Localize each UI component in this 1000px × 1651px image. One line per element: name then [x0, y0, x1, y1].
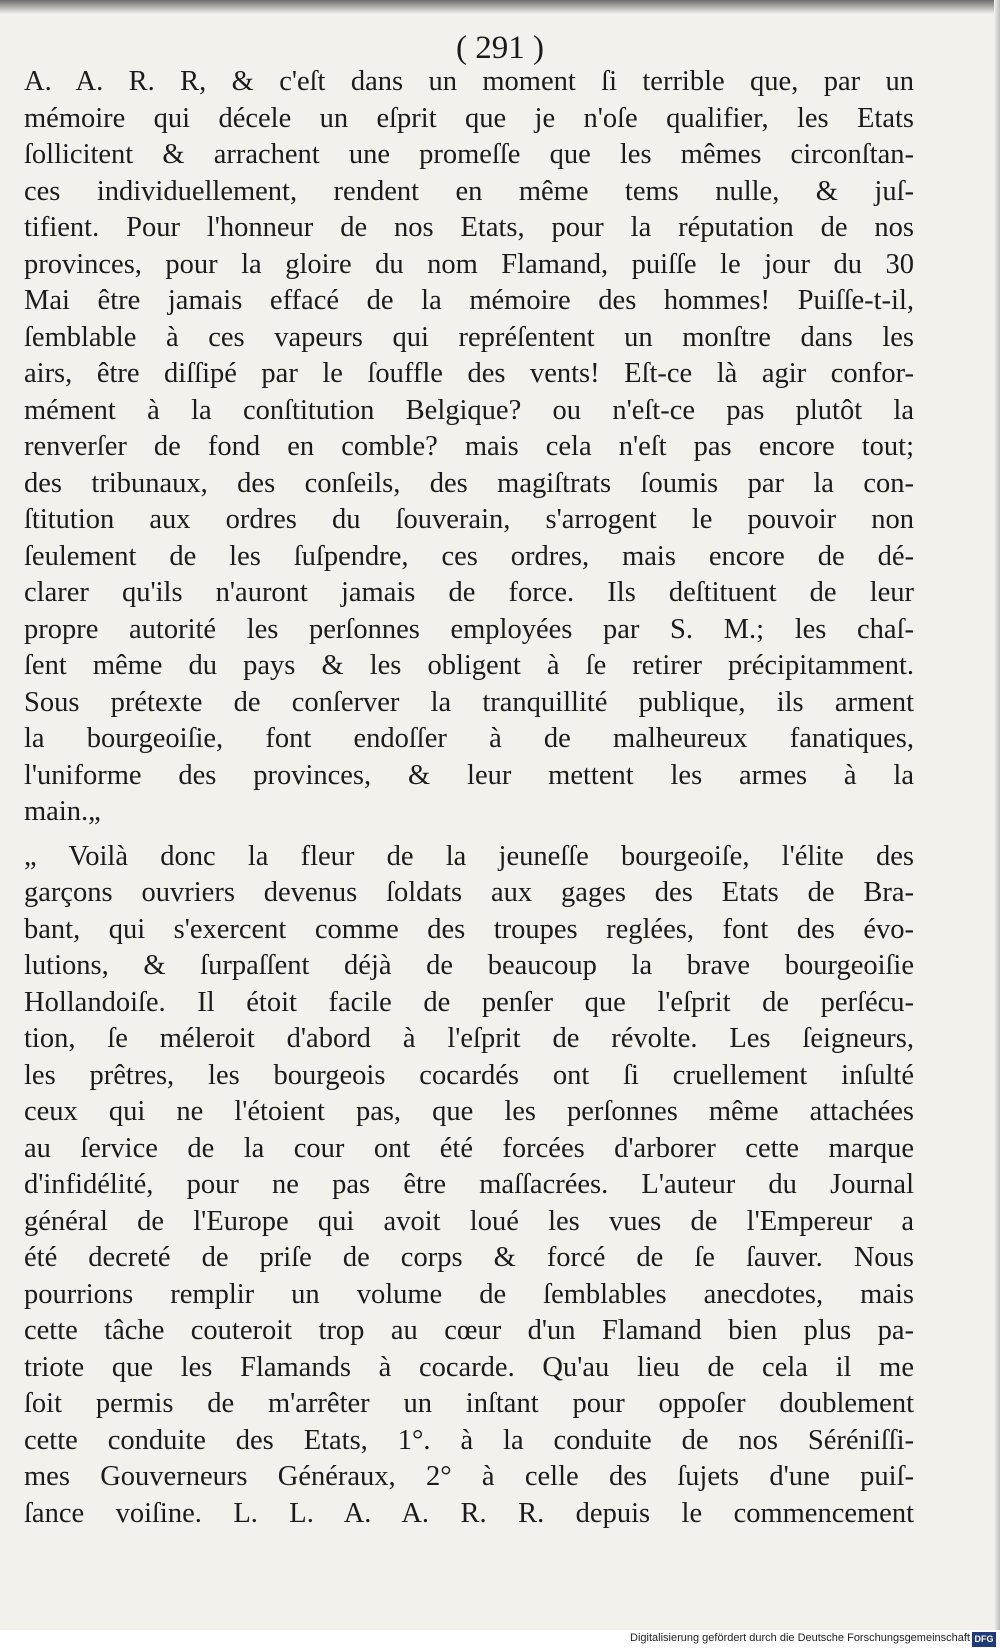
text-line: ceux qui ne l'étoient pas, que les perſonnes même attachées [24, 1096, 914, 1127]
text-line: tifient. Pour l'honneur de nos Etats, pour la réputation de nos [24, 212, 914, 243]
text-line: ſoit permis de m'arrêter un inſtant pour oppoſer doublement [24, 1388, 914, 1419]
footer-credit: Digitalisierung gefördert durch die Deutsche Forschungsgemeinschaft [630, 1632, 970, 1644]
text-line: ſollicitent & arrachent une promeſſe que les mêmes circonſtan- [24, 139, 914, 170]
text-line: bant, qui s'exercent comme des troupes reglées, font des évo- [24, 913, 914, 945]
text-line: airs, être diſſipé par le ſouffle des vents! Eſt-ce là agir confor- [24, 358, 914, 389]
text-line: „ Voilà donc la fleur de la jeuneſſe bourgeoiſe, l'élite des [24, 840, 914, 872]
text-line: provinces, pour la gloire du nom Flamand, puiſſe le jour du 30 [24, 248, 914, 280]
text-line: garçons ouvriers devenus ſoldats aux gages des Etats de Bra- [24, 877, 914, 908]
text-line: tion, ſe méleroit d'abord à l'eſprit de révolte. Les ſeigneurs, [24, 1023, 914, 1054]
text-line: Hollandoiſe. Il étoit facile de penſer que l'eſprit de perſécu- [24, 986, 914, 1018]
text-line: ſance voiſine. L. L. A. A. R. R. depuis le commencement [24, 1497, 914, 1529]
text-line: Mai être jamais effacé de la mémoire des hommes! Puiſſe-t-il, [24, 285, 914, 316]
text-line: A. A. R. R, & c'eſt dans un moment ſi terrible que, par un [24, 66, 914, 97]
text-line: clarer qu'ils n'auront jamais de force. Ils deſtituent de leur [24, 577, 914, 608]
text-line: été decreté de priſe de corps & forcé de ſe ſauver. Nous [24, 1242, 914, 1273]
text-line: mémoire qui décele un eſprit que je n'oſe qualifier, les Etats [24, 102, 914, 134]
page-right-edge [994, 0, 1000, 1630]
text-line: mes Gouverneurs Généraux, 2° à celle des ſujets d'une puiſ- [24, 1461, 914, 1492]
text-line: Sous prétexte de conſerver la tranquillité publique, ils arment [24, 686, 914, 718]
text-line: ſtitution aux ordres du ſouverain, s'arrogent le pouvoir non [24, 504, 914, 535]
text-line: ſent même du pays & les obligent à ſe retirer précipitamment. [24, 650, 914, 681]
text-line: d'infidélité, pour ne pas être maſſacrées. L'auteur du Journal [24, 1169, 914, 1200]
text-line: renverſer de fond en comble? mais cela n'eſt pas encore tout; [24, 431, 914, 462]
text-line: main.„ [24, 796, 101, 827]
page-top-shadow [0, 0, 1000, 14]
text-line: la bourgeoiſie, font endoſſer à de malheureux fanatiques, [24, 723, 914, 754]
text-line: pourrions remplir un volume de ſemblables anecdotes, mais [24, 1278, 914, 1310]
text-line: cette conduite des Etats, 1°. à la conduite de nos Séréniſſi- [24, 1424, 914, 1456]
page-number: ( 291 ) [456, 30, 544, 66]
text-line: l'uniforme des provinces, & leur mettent les armes à la [24, 759, 914, 791]
dfg-logo-icon: DFG [972, 1632, 996, 1647]
text-line: des tribunaux, des conſeils, des magiſtrats ſoumis par la con- [24, 467, 914, 499]
text-line: ces individuellement, rendent en même tems nulle, & juſ- [24, 175, 914, 207]
text-line: propre autorité les perſonnes employées par S. M.; les chaſ- [24, 613, 914, 645]
text-line: ſeulement de les ſuſpendre, ces ordres, mais encore de dé- [24, 540, 914, 572]
text-line: au ſervice de la cour ont été forcées d'arborer cette marque [24, 1132, 914, 1164]
text-line: ſemblable à ces vapeurs qui repréſentent un monſtre dans les [24, 321, 914, 353]
text-line: cette tâche couteroit trop au cœur d'un Flamand bien plus pa- [24, 1315, 914, 1346]
text-line: général de l'Europe qui avoit loué les vues de l'Empereur a [24, 1205, 914, 1237]
text-line: les prêtres, les bourgeois cocardés ont ſi cruellement inſulté [24, 1059, 914, 1091]
text-line: triote que les Flamands à cocarde. Qu'au lieu de cela il me [24, 1351, 914, 1383]
body-text [24, 64, 914, 1532]
text-line: mément à la conſtitution Belgique? ou n'eſt-ce pas plutôt la [24, 394, 914, 426]
text-line: lutions, & ſurpaſſent déjà de beaucoup la brave bourgeoiſie [24, 950, 914, 981]
footer-bar [0, 1630, 1000, 1651]
